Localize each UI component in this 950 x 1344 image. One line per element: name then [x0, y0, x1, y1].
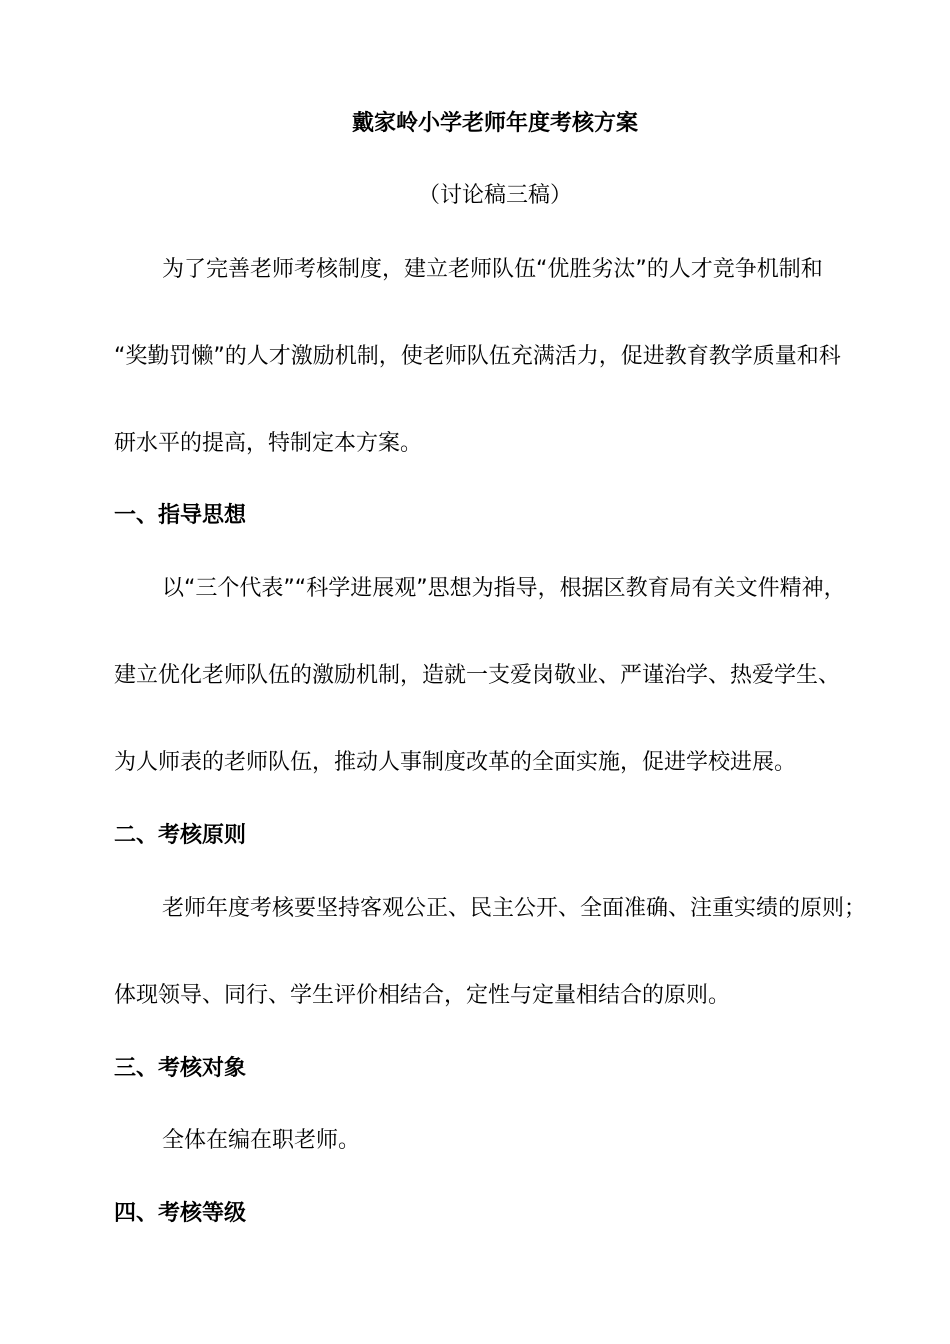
paragraph-line: 研水平的提高，特制定本方案。	[114, 431, 423, 456]
document-subtitle: （讨论稿三稿）	[417, 183, 572, 208]
section-heading: 四、考核等级	[114, 1201, 247, 1226]
paragraph-line: 建立优化老师队伍的激励机制，造就一支爱岗敬业、严谨治学、热爱学生、	[114, 663, 841, 688]
section-heading: 一、指导思想	[114, 503, 247, 528]
document-title: 戴家岭小学老师年度考核方案	[351, 111, 638, 136]
paragraph-line: 为了完善老师考核制度，建立老师队伍“优胜劣汰”的人才竞争机制和	[162, 257, 823, 282]
paragraph-line: 体现领导、同行、学生评价相结合，定性与定量相结合的原则。	[114, 983, 731, 1008]
paragraph-line: 全体在编在职老师。	[162, 1128, 361, 1153]
paragraph-line: 以“三个代表”“科学进展观”思想为指导，根据区教育局有关文件精神，	[162, 576, 846, 601]
paragraph-line: 老师年度考核要坚持客观公正、民主公开、全面准确、注重实绩的原则；	[162, 896, 867, 921]
section-heading: 三、考核对象	[114, 1056, 247, 1081]
paragraph-line: 为人师表的老师队伍，推动人事制度改革的全面实施，促进学校进展。	[114, 750, 797, 775]
section-heading: 二、考核原则	[114, 823, 247, 848]
paragraph-line: “奖勤罚懒”的人才激励机制，使老师队伍充满活力，促进教育教学质量和科	[114, 344, 841, 369]
